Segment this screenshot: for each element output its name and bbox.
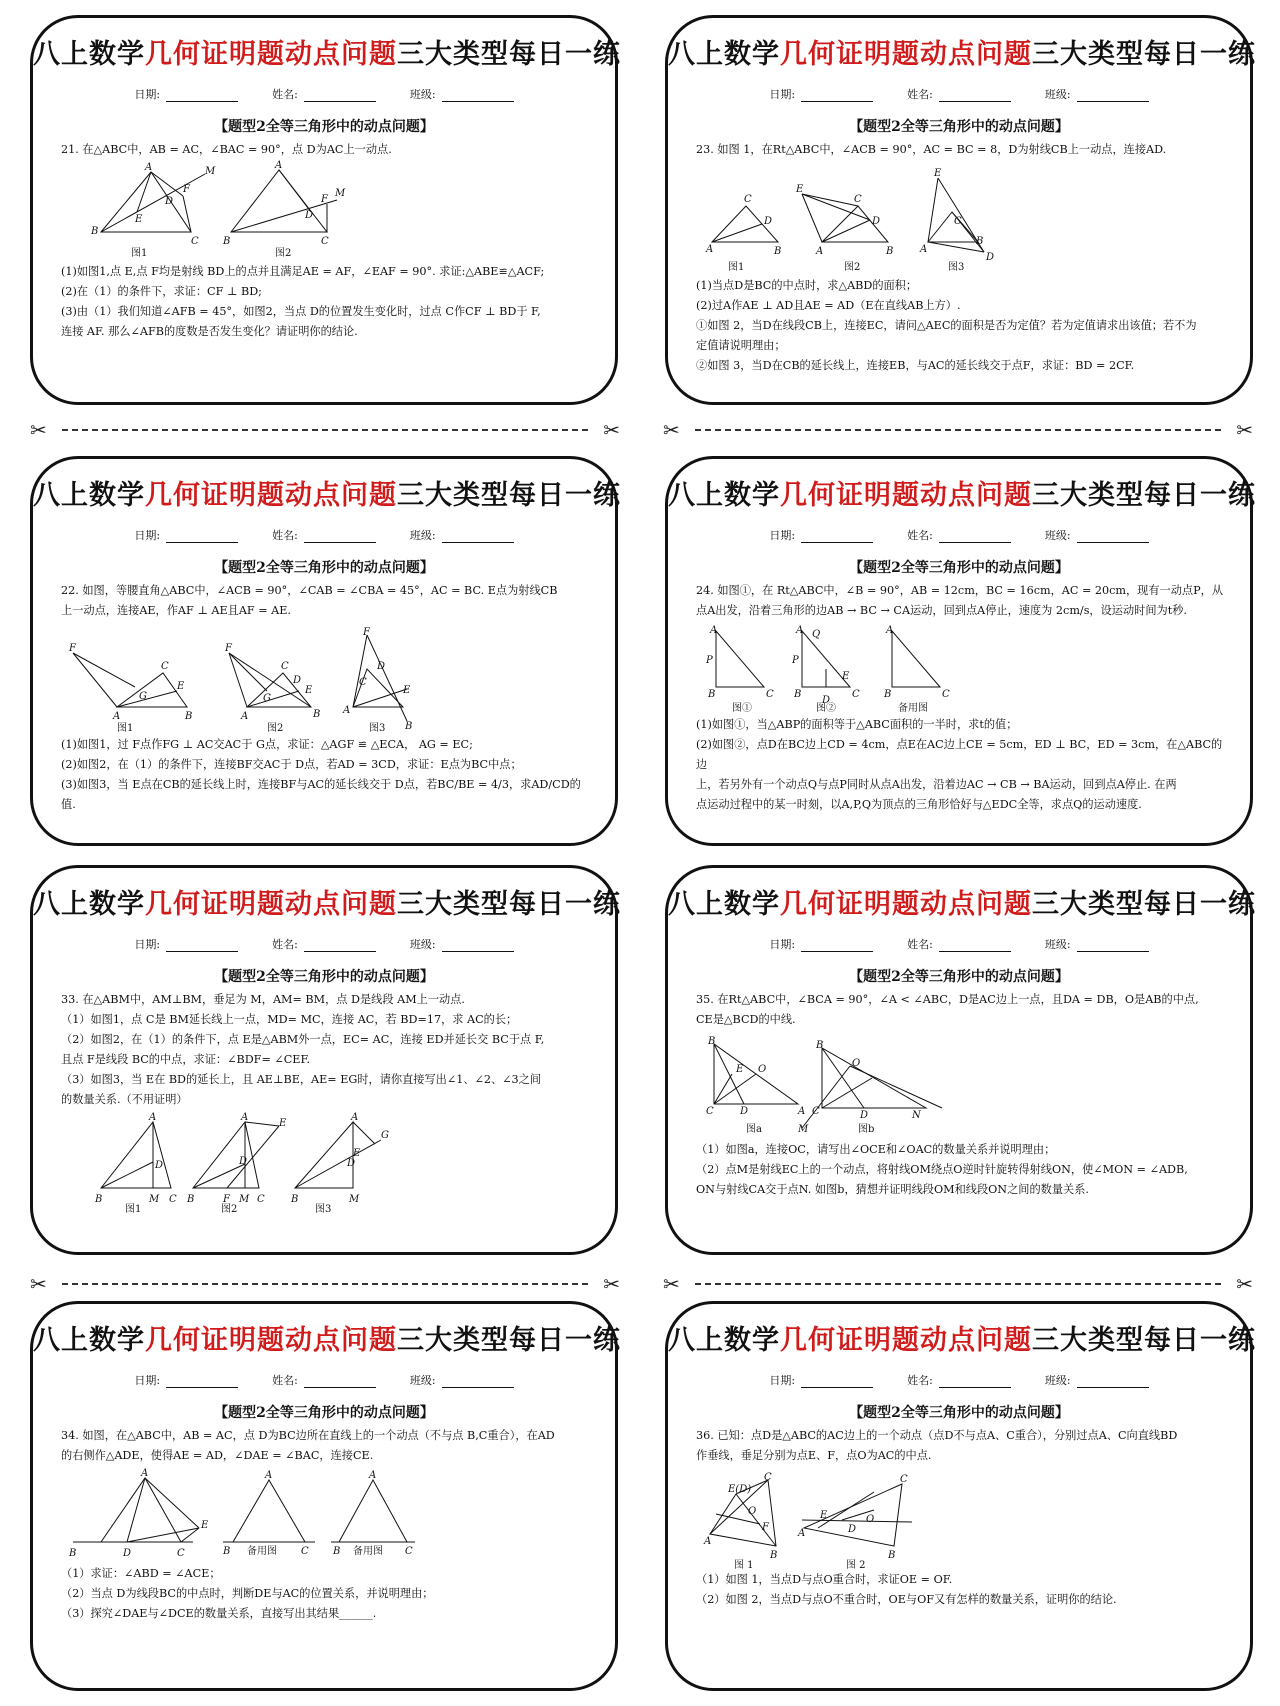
svg-text:A: A xyxy=(798,1106,806,1117)
problem-card-21 xyxy=(30,15,621,405)
svg-text:E(D): E(D) xyxy=(728,1484,752,1495)
cut-line xyxy=(30,418,620,442)
svg-text:B: B xyxy=(405,721,413,732)
figure-q33 xyxy=(69,1112,399,1215)
svg-text:D: D xyxy=(986,252,995,263)
svg-text:D: D xyxy=(377,661,386,672)
problem-stem: 24. 如图①，在 Rt△ABC中，∠B = 90°，AB = 12cm，BC = 16cm，AC = 20cm，现有一动点P，从 xyxy=(696,584,1224,597)
section-heading: 【题型2全等三角形中的动点问题】 xyxy=(214,1405,434,1421)
info-fields: 日期: 姓名: 班级: xyxy=(668,86,1250,102)
problem-card-23 xyxy=(665,15,1256,405)
figure-q22 xyxy=(67,627,413,734)
scissors-icon: ✂ xyxy=(30,1272,47,1296)
svg-text:B: B xyxy=(185,711,193,722)
svg-text:图2: 图2 xyxy=(275,248,292,259)
svg-text:B: B xyxy=(888,1550,896,1561)
scissors-icon: ✂ xyxy=(663,1272,680,1296)
svg-text:D: D xyxy=(860,1110,869,1121)
svg-text:E: E xyxy=(279,1118,287,1129)
scissors-icon: ✂ xyxy=(603,418,620,442)
svg-text:C: C xyxy=(954,216,962,227)
problem-stem: 35. 在Rt△ABC中，∠BCA = 90°，∠A < ∠ABC，D是AC边上一点，且DA = DB，O是AB的中点, xyxy=(696,993,1199,1006)
problem-part: (2)在（1）的条件下，求证：CF ⊥ BD; xyxy=(61,285,262,298)
problem-part: (1)如图1，过 F点作FG ⊥ AC交AC于 G点，求证：△AGF ≌ △ECA， AG = EC; xyxy=(61,738,473,751)
svg-text:B: B xyxy=(223,1546,231,1557)
svg-text:M: M xyxy=(205,166,216,177)
svg-text:C: C xyxy=(177,1548,185,1559)
svg-text:D: D xyxy=(872,216,881,227)
problem-part: (2)过A作AE ⊥ AD且AE = AD（E在直线AB上方）. xyxy=(696,299,961,312)
problem-stem: 作垂线，垂足分别为点E、F，点O为AC的中点. xyxy=(696,1449,932,1462)
svg-text:A: A xyxy=(141,1468,149,1479)
svg-text:备用图: 备用图 xyxy=(247,1546,277,1557)
svg-text:B: B xyxy=(95,1194,103,1205)
svg-text:C: C xyxy=(766,689,774,700)
svg-text:E: E xyxy=(403,685,411,696)
problem-part: (1)当点D是BC的中点时，求△ABD的面积； xyxy=(696,279,918,292)
svg-text:A: A xyxy=(351,1112,359,1123)
svg-text:A: A xyxy=(710,625,718,636)
svg-text:D: D xyxy=(165,196,174,207)
problem-part: ①如图 2，当D在线段CB上，连接EC，请问△AEC的面积是否为定值？若为定值请求出该值；若不为 xyxy=(696,319,1197,332)
svg-text:C: C xyxy=(744,194,752,205)
svg-text:D: D xyxy=(155,1160,164,1171)
card-title: 八上数学几何证明题动点问题三大类型每日一练 xyxy=(33,39,621,70)
info-fields: 日期: 姓名: 班级: xyxy=(33,86,615,102)
svg-text:E: E xyxy=(305,685,313,696)
svg-text:B: B xyxy=(313,709,321,720)
svg-text:B: B xyxy=(976,236,984,247)
section-heading: 【题型2全等三角形中的动点问题】 xyxy=(214,560,434,576)
svg-text:M: M xyxy=(335,188,346,199)
svg-text:D: D xyxy=(239,1156,248,1167)
svg-text:A: A xyxy=(706,244,714,255)
svg-text:E: E xyxy=(820,1510,828,1521)
svg-text:A: A xyxy=(145,162,153,173)
problem-part: 连接 AF. 那么∠AFB的度数是否发生变化？请证明你的结论. xyxy=(61,325,358,338)
svg-text:F: F xyxy=(321,194,328,205)
problem-part: （3）探究∠DAE与∠DCE的数量关系，直接写出其结果______. xyxy=(61,1607,377,1620)
svg-text:E: E xyxy=(135,214,143,225)
svg-text:图2: 图2 xyxy=(221,1204,238,1215)
svg-text:B: B xyxy=(770,1550,778,1561)
section-heading: 【题型2全等三角形中的动点问题】 xyxy=(849,1405,1069,1421)
problem-card-33 xyxy=(30,865,621,1255)
svg-text:B: B xyxy=(816,1040,824,1051)
svg-text:E: E xyxy=(842,671,850,682)
problem-part: 上，若另外有一个动点Q与点P同时从点A出发，沿着边AC → CB → BA运动，回到点A停止. 在两 xyxy=(696,778,1177,791)
svg-text:B: B xyxy=(884,689,892,700)
cut-line xyxy=(663,1272,1253,1296)
svg-text:B: B xyxy=(69,1548,77,1559)
card-title: 八上数学几何证明题动点问题三大类型每日一练 xyxy=(33,480,621,511)
problem-stem: 22. 如图，等腰直角△ABC中，∠ACB = 90°，∠CAB = ∠CBA = 45°，AC = BC. E点为射线CB xyxy=(61,584,558,597)
figure-q24 xyxy=(702,623,962,713)
svg-text:C: C xyxy=(281,661,289,672)
problem-part: (2)如图②，点D在BC边上CD = 4cm，点E在AC边上CE = 5cm，ED ⊥ BC，ED = 3cm，在△ABC的边 xyxy=(696,738,1223,771)
info-fields: 日期: 姓名: 班级: xyxy=(33,1372,615,1388)
section-heading: 【题型2全等三角形中的动点问题】 xyxy=(849,119,1069,135)
svg-text:B: B xyxy=(774,246,782,257)
problem-part: （1）求证：∠ABD = ∠ACE； xyxy=(61,1567,221,1580)
svg-text:M: M xyxy=(149,1194,160,1205)
figure-q23 xyxy=(702,166,1022,276)
section-heading: 【题型2全等三角形中的动点问题】 xyxy=(214,119,434,135)
svg-text:G: G xyxy=(263,693,271,704)
svg-text:P: P xyxy=(792,655,799,666)
scissors-icon: ✂ xyxy=(1236,418,1253,442)
svg-text:C: C xyxy=(301,1546,309,1557)
problem-card-34 xyxy=(30,1301,621,1691)
problem-stem: 21. 在△ABC中，AB = AC，∠BAC = 90°，点 D为AC上一动点. xyxy=(61,143,392,156)
problem-part: (2)如图2，在（1）的条件下，连接BF交AC于 D点，若AD = 3CD，求证：E点为BC中点； xyxy=(61,758,522,771)
svg-text:C: C xyxy=(942,689,950,700)
svg-text:A: A xyxy=(149,1112,157,1123)
svg-text:图 2: 图 2 xyxy=(846,1560,866,1571)
svg-text:E: E xyxy=(353,1148,361,1159)
svg-text:B: B xyxy=(291,1194,299,1205)
svg-text:图3: 图3 xyxy=(315,1204,332,1215)
problem-part: 定值请说明理由； xyxy=(696,339,786,352)
svg-text:A: A xyxy=(241,1112,249,1123)
problem-part: ②如图 3，当D在CB的延长线上，连接EB，与AC的延长线交于点F，求证：BD = 2CF. xyxy=(696,359,1135,372)
svg-text:图1: 图1 xyxy=(131,248,148,259)
svg-text:图b: 图b xyxy=(858,1124,875,1135)
problem-part: （1）如图a，连接OC，请写出∠OCE和∠OAC的数量关系并说明理由； xyxy=(696,1143,1056,1156)
problem-card-36 xyxy=(665,1301,1256,1691)
svg-text:图②: 图② xyxy=(816,703,836,714)
problem-part: （1）如图 1，当点D与点O重合时，求证OE = OF. xyxy=(696,1573,953,1586)
info-fields: 日期: 姓名: 班级: xyxy=(668,936,1250,952)
problem-part: （1）如图1，点 C是 BM延长线上一点，MD= MC，连接 AC，若 BD=17，求 AC的长； xyxy=(61,1013,518,1026)
svg-text:D: D xyxy=(293,675,302,686)
svg-text:A: A xyxy=(113,711,121,722)
svg-text:A: A xyxy=(369,1470,377,1481)
svg-text:A: A xyxy=(265,1470,273,1481)
card-title: 八上数学几何证明题动点问题三大类型每日一练 xyxy=(668,39,1256,70)
svg-text:D: D xyxy=(123,1548,132,1559)
svg-text:A: A xyxy=(704,1536,712,1547)
svg-text:F: F xyxy=(223,1194,230,1205)
info-fields: 日期: 姓名: 班级: xyxy=(33,936,615,952)
svg-text:B: B xyxy=(708,689,716,700)
svg-text:B: B xyxy=(223,236,231,247)
problem-stem: 36. 已知：点D是△ABC的AC边上的一个动点（点D不与点A、C重合），分别过点A、C向直线BD xyxy=(696,1429,1178,1442)
scissors-icon: ✂ xyxy=(30,418,47,442)
svg-text:图1: 图1 xyxy=(117,723,134,734)
figure-q35 xyxy=(702,1038,962,1134)
svg-text:O: O xyxy=(748,1506,757,1517)
problem-part: 的数量关系.（不用证明） xyxy=(61,1093,188,1106)
svg-text:A: A xyxy=(886,625,894,636)
svg-text:C: C xyxy=(191,236,199,247)
problem-stem: 23. 如图 1，在Rt△ABC中，∠ACB = 90°，AC = BC = 8，D为射线CB上一动点，连接AD. xyxy=(696,143,1167,156)
cut-line xyxy=(30,1272,620,1296)
svg-text:A: A xyxy=(920,244,928,255)
svg-text:B: B xyxy=(91,226,99,237)
problem-stem: 上一动点，连接AE，作AF ⊥ AE且AF = AE. xyxy=(61,604,291,617)
svg-text:E: E xyxy=(796,184,804,195)
svg-text:图3: 图3 xyxy=(369,723,386,734)
problem-part: （3）如图3，当 E在 BD的延长上，且 AE⊥BE，AE= EG时，请你直接写出∠1、∠2、∠3之间 xyxy=(61,1073,542,1086)
svg-text:图3: 图3 xyxy=(948,262,965,273)
section-heading: 【题型2全等三角形中的动点问题】 xyxy=(849,560,1069,576)
svg-text:G: G xyxy=(139,691,147,702)
svg-text:C: C xyxy=(854,194,862,205)
svg-text:D: D xyxy=(347,1158,356,1169)
figure-q21 xyxy=(65,160,365,260)
svg-text:图1: 图1 xyxy=(125,1204,142,1215)
problem-part: ON与射线CA交于点N. 如图b，猜想并证明线段OM和线段ON之间的数量关系. xyxy=(696,1183,1089,1196)
scissors-icon: ✂ xyxy=(603,1272,620,1296)
svg-text:M: M xyxy=(239,1194,250,1205)
svg-text:F: F xyxy=(225,643,232,654)
svg-text:B: B xyxy=(886,246,894,257)
svg-text:E: E xyxy=(177,681,185,692)
svg-text:备用图: 备用图 xyxy=(353,1546,383,1557)
svg-text:B: B xyxy=(333,1546,341,1557)
svg-text:O: O xyxy=(758,1064,767,1075)
problem-part: 且点 F是线段 BC的中点，求证：∠BDF= ∠CEF. xyxy=(61,1053,311,1066)
problem-part: （2）如图2，在（1）的条件下，点 E是△ABM外一点，EC= AC，连接 ED并延长交 BC于点 F, xyxy=(61,1033,545,1046)
figure-q36 xyxy=(702,1474,952,1570)
problem-stem: 34. 如图，在△ABC中，AB = AC，点 D为BC边所在直线上的一个动点（不与点 B,C重合），在AD xyxy=(61,1429,555,1442)
info-fields: 日期: 姓名: 班级: xyxy=(668,1372,1250,1388)
svg-text:D: D xyxy=(822,695,831,706)
svg-text:A: A xyxy=(275,160,283,171)
svg-text:C: C xyxy=(900,1474,908,1485)
svg-text:O: O xyxy=(852,1058,861,1069)
svg-text:D: D xyxy=(305,210,314,221)
scissors-icon: ✂ xyxy=(663,418,680,442)
svg-text:C: C xyxy=(257,1194,265,1205)
svg-text:图2: 图2 xyxy=(267,723,284,734)
svg-text:P: P xyxy=(706,655,713,666)
problem-stem: 的右侧作△ADE，使得AE = AD，∠DAE = ∠BAC，连接CE. xyxy=(61,1449,374,1462)
svg-text:F: F xyxy=(69,643,76,654)
svg-text:C: C xyxy=(706,1106,714,1117)
card-title: 八上数学几何证明题动点问题三大类型每日一练 xyxy=(668,889,1256,920)
svg-text:图①: 图① xyxy=(732,703,752,714)
svg-text:D: D xyxy=(848,1524,857,1535)
svg-text:F: F xyxy=(183,184,190,195)
cut-line xyxy=(663,418,1253,442)
svg-text:E: E xyxy=(201,1520,209,1531)
svg-text:C: C xyxy=(169,1194,177,1205)
svg-text:Q: Q xyxy=(812,629,821,640)
svg-text:M: M xyxy=(798,1124,809,1135)
problem-part: (1)如图①，当△ABP的面积等于△ABC面积的一半时，求t的值； xyxy=(696,718,1018,731)
info-fields: 日期: 姓名: 班级: xyxy=(33,527,615,543)
info-fields: 日期: 姓名: 班级: xyxy=(668,527,1250,543)
problem-part: （2）如图 2，当点D与点O不重合时，OE与OF又有怎样的数量关系，证明你的结论. xyxy=(696,1593,1117,1606)
problem-card-22 xyxy=(30,456,621,846)
svg-text:D: D xyxy=(764,216,773,227)
svg-text:C: C xyxy=(161,661,169,672)
problem-card-24 xyxy=(665,456,1256,846)
card-title: 八上数学几何证明题动点问题三大类型每日一练 xyxy=(33,889,621,920)
svg-text:B: B xyxy=(708,1036,716,1047)
svg-text:E: E xyxy=(934,168,942,179)
svg-text:M: M xyxy=(349,1194,360,1205)
svg-text:备用图: 备用图 xyxy=(898,703,928,714)
svg-text:F: F xyxy=(363,627,370,638)
svg-text:C: C xyxy=(852,689,860,700)
card-title: 八上数学几何证明题动点问题三大类型每日一练 xyxy=(668,480,1256,511)
svg-text:A: A xyxy=(796,625,804,636)
svg-text:C: C xyxy=(359,677,367,688)
problem-part: (1)如图1,点 E,点 F均是射线 BD上的点并且满足AE = AF，∠EAF = 90°. 求证:△ABE≌△ACF; xyxy=(61,265,545,278)
svg-text:图 1: 图 1 xyxy=(734,1560,754,1571)
svg-text:C: C xyxy=(764,1472,772,1483)
card-title: 八上数学几何证明题动点问题三大类型每日一练 xyxy=(33,1325,621,1356)
svg-text:图a: 图a xyxy=(746,1124,762,1135)
problem-card-35 xyxy=(665,865,1256,1255)
svg-text:C: C xyxy=(812,1106,820,1117)
svg-text:图2: 图2 xyxy=(844,262,861,273)
svg-text:G: G xyxy=(381,1130,389,1141)
svg-text:F: F xyxy=(762,1522,769,1533)
svg-text:E: E xyxy=(736,1064,744,1075)
problem-part: 点运动过程中的某一时刻，以A,P,Q为顶点的三角形恰好与△EDC全等，求点Q的运动速度. xyxy=(696,798,1142,811)
svg-text:B: B xyxy=(187,1194,195,1205)
svg-text:图1: 图1 xyxy=(728,262,745,273)
section-heading: 【题型2全等三角形中的动点问题】 xyxy=(849,969,1069,985)
svg-text:A: A xyxy=(816,246,824,257)
section-heading: 【题型2全等三角形中的动点问题】 xyxy=(214,969,434,985)
svg-text:D: D xyxy=(740,1106,749,1117)
problem-stem: CE是△BCD的中线. xyxy=(696,1013,796,1026)
scissors-icon: ✂ xyxy=(1236,1272,1253,1296)
figure-q34 xyxy=(69,1468,413,1562)
problem-part: （2）点M是射线EC上的一个动点，将射线OM绕点O逆时针旋转得射线ON，使∠MON = ∠ADB, xyxy=(696,1163,1188,1176)
problem-part: (3)如图3，当 E点在CB的延长线上时，连接BF与AC的延长线交于 D点，若BC/BE = 4/3，求AD/CD的值. xyxy=(61,778,581,811)
svg-text:N: N xyxy=(912,1110,921,1121)
svg-text:A: A xyxy=(798,1528,806,1539)
problem-stem: 点A出发，沿着三角形的边AB → BC → CA运动，回到点A停止，速度为 2cm/s，设运动时间为t秒. xyxy=(696,604,1187,617)
svg-text:A: A xyxy=(343,705,351,716)
problem-stem: 33. 在△ABM中，AM⊥BM，垂足为 M，AM= BM，点 D是线段 AM上一动点. xyxy=(61,993,465,1006)
problem-part: (3)由（1）我们知道∠AFB = 45°，如图2，当点 D的位置发生变化时，过点 C作CF ⊥ BD于 F, xyxy=(61,305,541,318)
svg-text:C: C xyxy=(405,1546,413,1557)
svg-text:O: O xyxy=(866,1514,875,1525)
card-title: 八上数学几何证明题动点问题三大类型每日一练 xyxy=(668,1325,1256,1356)
svg-text:A: A xyxy=(241,711,249,722)
svg-text:B: B xyxy=(794,689,802,700)
problem-part: （2）当点 D为线段BC的中点时，判断DE与AC的位置关系，并说明理由； xyxy=(61,1587,434,1600)
svg-text:C: C xyxy=(321,236,329,247)
